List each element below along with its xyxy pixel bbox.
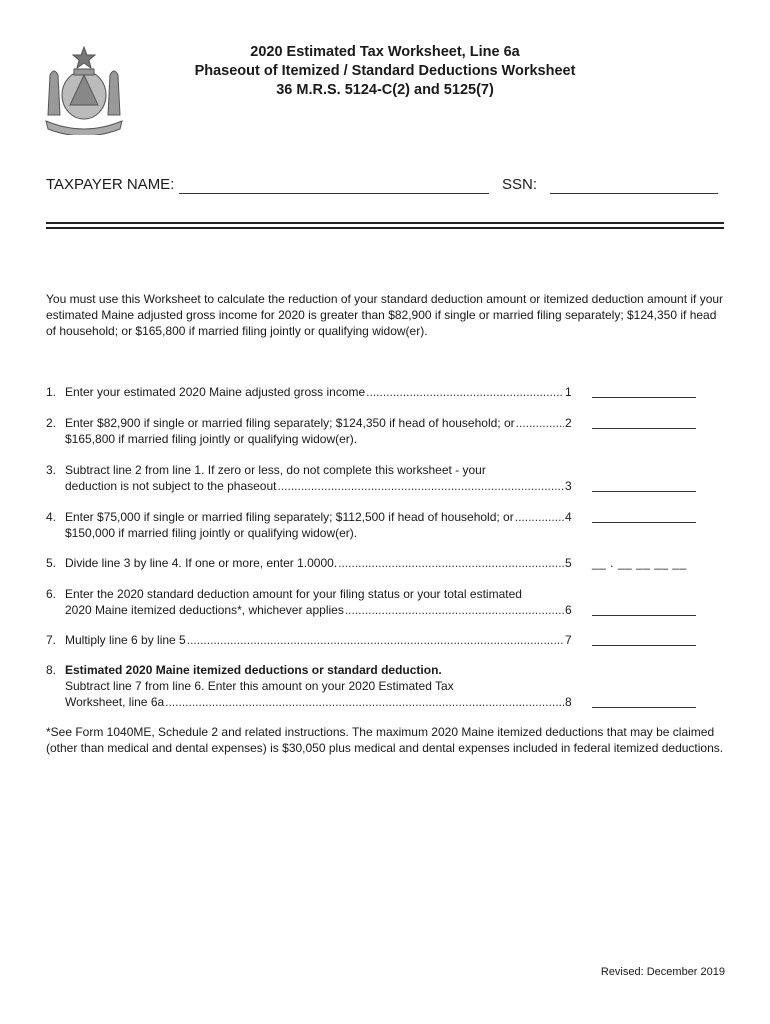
line-text: Enter your estimated 2020 Maine adjusted gross income [65,385,366,399]
title-line-2: Phaseout of Itemized / Standard Deductions Worksheet [194,63,576,79]
line-number: 7. [46,633,57,647]
line-text: 2020 Maine itemized deductions*, whichever applies [65,603,344,617]
line-ref-number: 1 [565,385,572,399]
line-text: Divide line 3 by line 4. If one or more, enter 1.0000. [65,556,338,570]
line-ref-number: 4 [565,510,572,524]
form-title [150,43,620,100]
maine-state-seal-icon [40,45,128,135]
line-text: Enter the 2020 standard deduction amount for your filing status or your total estimated [65,587,522,601]
line-number: 5. [46,556,57,570]
line-text: $150,000 if married filing jointly or qualifying widow(er). [65,526,358,540]
ssn-label: SSN: [502,176,538,193]
line-number: 2. [46,416,57,430]
taxpayer-info-row [46,176,722,200]
line-text: Worksheet, line 6a [65,695,165,709]
line-number: 8. [46,663,57,677]
line-text: Estimated 2020 Maine itemized deductions or standard deduction. [65,663,442,677]
line-7-answer-field[interactable] [592,645,696,646]
line-5-decimal-field[interactable]: __ . __ __ __ __ [592,556,687,570]
line-text: Enter $82,900 if single or married filing separately; $124,350 if head of household; or [65,416,515,430]
line-number: 6. [46,587,57,601]
line-ref-number: 8 [565,695,572,709]
header-divider [46,222,724,229]
line-text: Subtract line 2 from line 1. If zero or less, do not complete this worksheet - your [65,463,486,477]
line-1-answer-field[interactable] [592,397,696,398]
line-text: Enter $75,000 if single or married filing separately; $112,500 if head of household; or [65,510,514,524]
line-text: $165,800 if married filing jointly or qualifying widow(er). [65,432,358,446]
line-text: Multiply line 6 by line 5 [65,633,186,647]
line-ref-number: 3 [565,479,572,493]
intro-paragraph: You must use this Worksheet to calculate the reduction of your standard deduction amount or itemized deduction amount if your estimated Maine adjusted gross income for 2020 is greater than $82,900 if single or married filing separately; $124,350 if head of household; or $165,800 if married filing jointly or qualifying widow(er). [46,292,724,338]
line-ref-number: 5 [565,556,572,570]
taxpayer-name-field[interactable] [179,193,489,194]
line-6-answer-field[interactable] [592,615,696,616]
footnote: *See Form 1040ME, Schedule 2 and related instructions. The maximum 2020 Maine itemized deductions that may be claimed (other than medical and dental expenses) is $30,050 plus medical and dental expenses included in federal itemized deductions. [46,725,724,755]
line-number: 4. [46,510,57,524]
line-text: Subtract line 7 from line 6. Enter this amount on your 2020 Estimated Tax [65,679,454,693]
ssn-field[interactable] [550,193,718,194]
line-number: 3. [46,463,57,477]
line-8-answer-field[interactable] [592,707,696,708]
line-text: deduction is not subject to the phaseout [65,479,277,493]
line-2-answer-field[interactable] [592,428,696,429]
revision-date: Revised: December 2019 [600,966,725,978]
line-3-answer-field[interactable] [592,491,696,492]
title-line-3: 36 M.R.S. 5124-C(2) and 5125(7) [276,82,494,98]
line-ref-number: 2 [565,416,572,430]
line-ref-number: 6 [565,603,572,617]
line-ref-number: 7 [565,633,572,647]
line-4-answer-field[interactable] [592,522,696,523]
line-number: 1. [46,385,57,399]
taxpayer-name-label: TAXPAYER NAME: [46,176,175,193]
title-line-1: 2020 Estimated Tax Worksheet, Line 6a [250,44,520,60]
